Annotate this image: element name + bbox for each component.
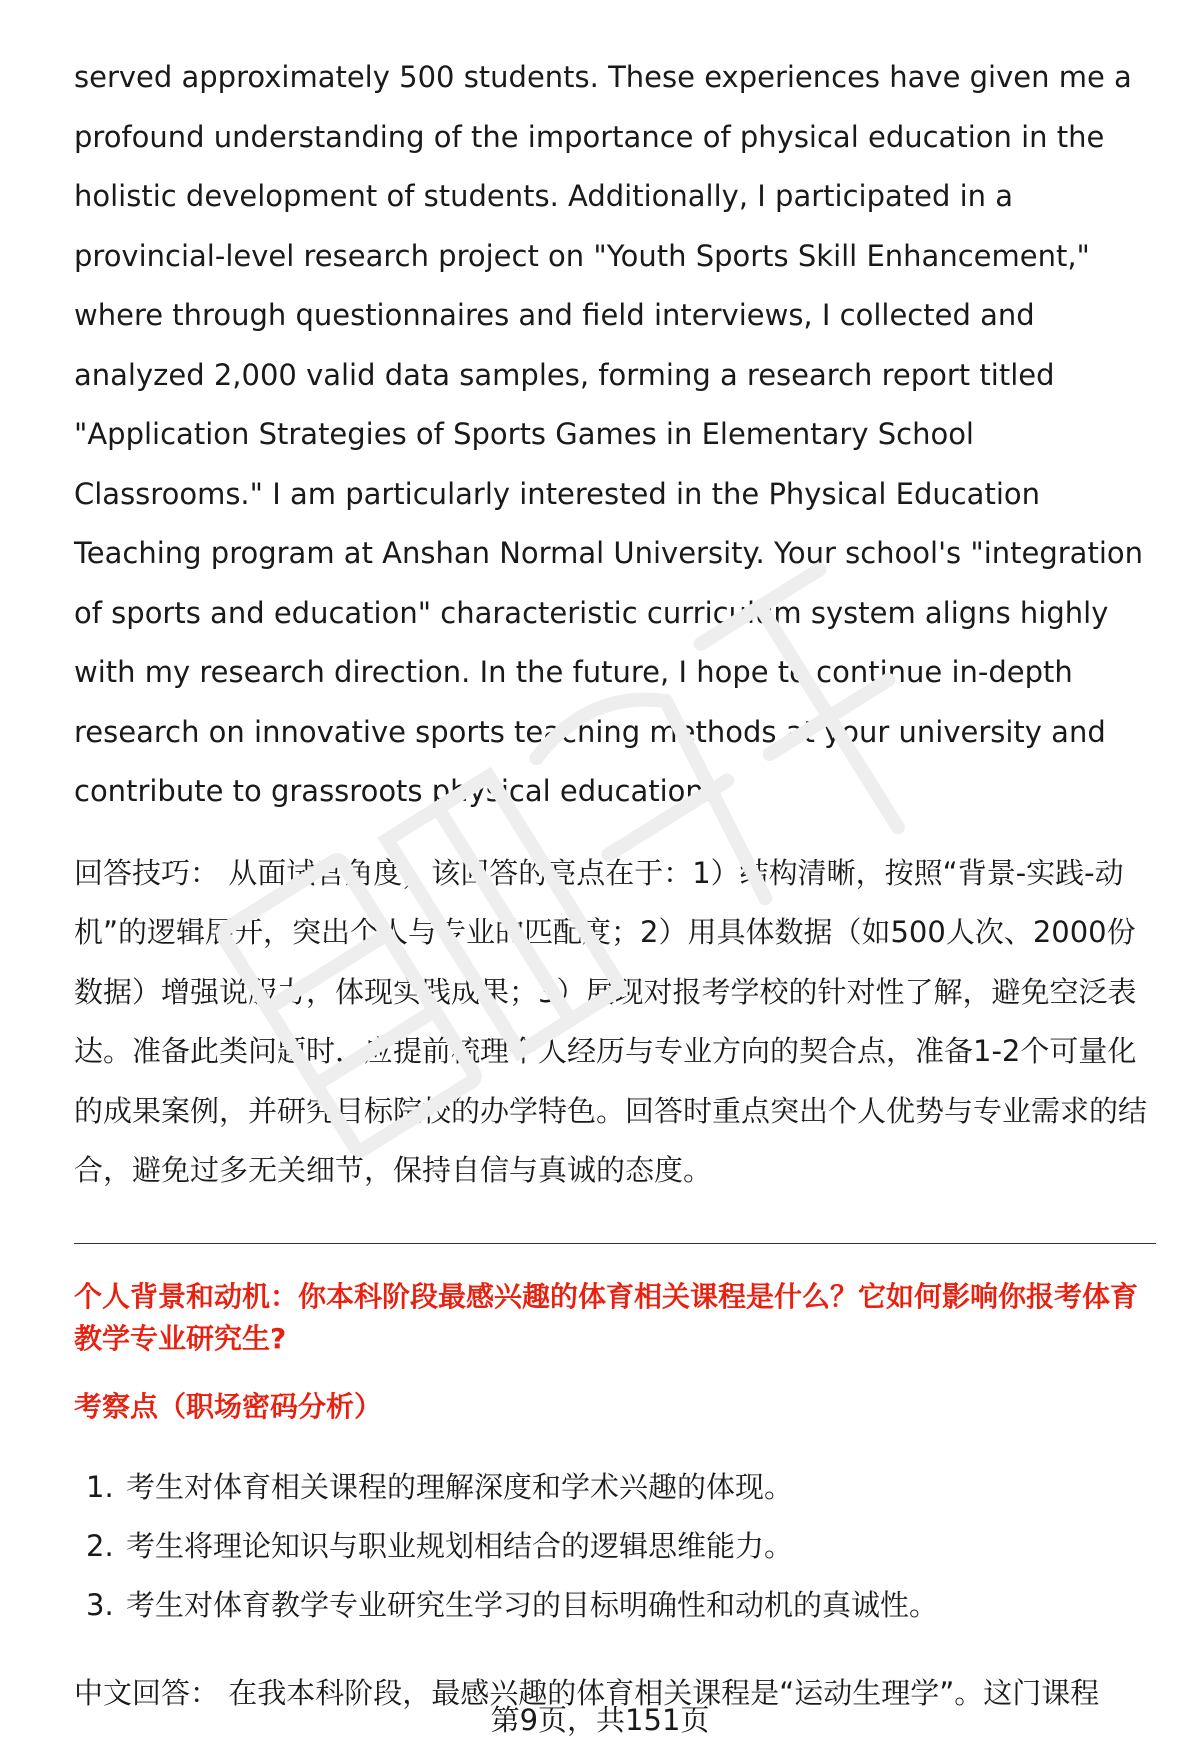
document-page [74,48,1156,1723]
english-answer-paragraph: served approximately 500 students. These experiences have given me a profound understanding of the importance of physical education in the holistic development of students. Additionally, I participated in a provincial-level research project on "Youth Sports Skill Enhancement," where through questionnaires and field interviews, I collected and analyzed 2,000 valid data samples, forming a research report titled "Application Strategies of Sports Games in Elementary School Classrooms." I am particularly interested in the Physical Education Teaching program at Anshan Normal University. Your school's "integration of sports and education" characteristic curriculum system aligns highly with my research direction. In the future, I hope to continue in-depth research on innovative sports teaching methods at your university and contribute to grassroots physical education. [74,60,1144,808]
list-item-number: 1. [86,1469,114,1504]
list-item [74,1576,1156,1635]
assessment-points-list [74,1458,1156,1635]
chinese-answer-text: 在我本科阶段，最感兴趣的体育相关课程是“运动生理学”。这门课程 [228,1675,1100,1710]
list-item-text: 考生对体育相关课程的理解深度和学术兴趣的体现。 [126,1469,794,1504]
list-item [74,1517,1156,1576]
chinese-answer-label: 中文回答： [74,1675,220,1710]
list-item-number: 3. [86,1587,114,1622]
section-divider [74,1243,1156,1244]
assessment-points-heading: 考察点（职场密码分析） [74,1389,383,1423]
answer-tips-label: 回答技巧： [74,855,220,890]
list-item-text: 考生将理论知识与职业规划相结合的逻辑思维能力。 [126,1528,794,1563]
answer-tips-text: 从面试官角度，该回答的亮点在于：1）结构清晰，按照“背景-实践-动机”的逻辑展开，突出个人与专业的匹配度；2）用具体数据（如500人次、2000份数据）增强说服力，体现实践成果；3）展现对报考学校的针对性了解，避免空泛表达。准备此类问题时，应提前梳理个人经历与专业方向的契合点，准备1-2个可量化的成果案例，并研究目标院校的办学特色。回答时重点突出个人优势与专业需求的结合，避免过多无关细节，保持自信与真诚的态度。 [74,855,1148,1187]
list-item-number: 2. [86,1528,114,1563]
page-footer: 第9页，共151页 [490,1703,710,1737]
answer-tips-paragraph [74,844,1156,1201]
list-item-text: 考生对体育教学专业研究生学习的目标明确性和动机的真诚性。 [126,1587,939,1622]
list-item [74,1458,1156,1517]
question-title: 个人背景和动机：你本科阶段最感兴趣的体育相关课程是什么？它如何影响你报考体育教学专业研究生? [74,1279,1139,1355]
